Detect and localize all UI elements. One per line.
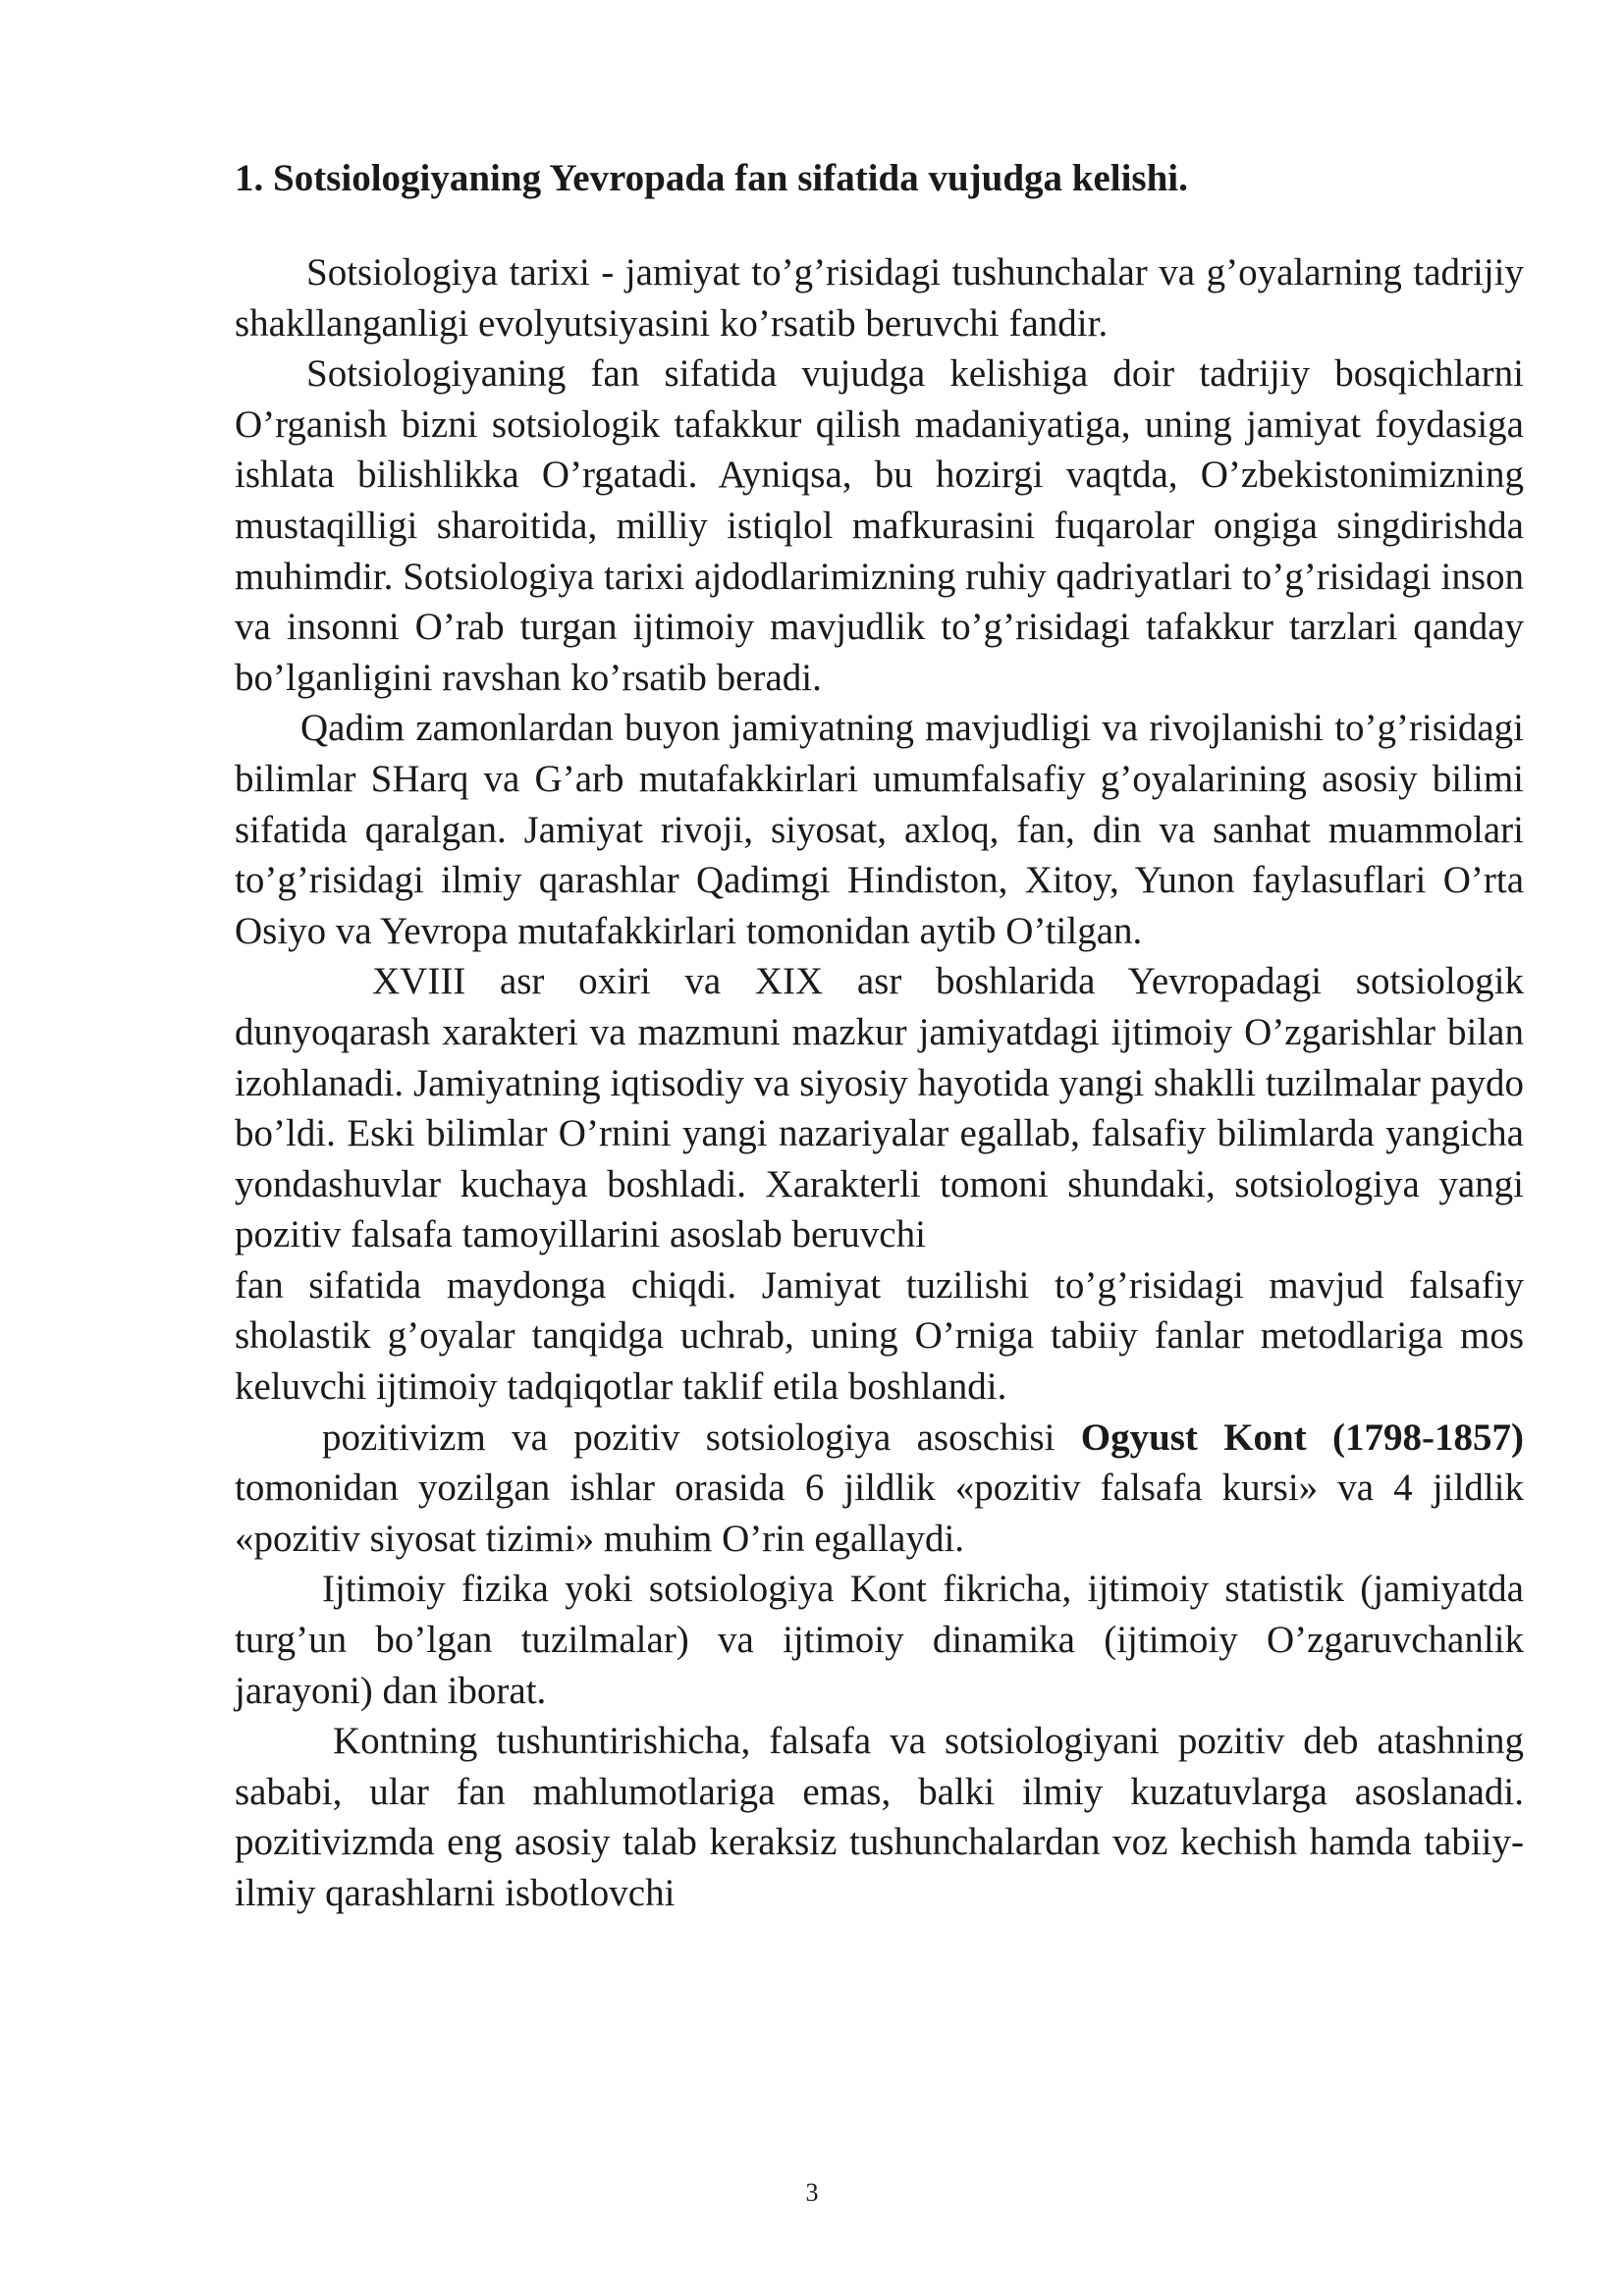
section-heading: 1. Sotsiologiyaning Yevropada fan sifatida vujudga kelishi.	[235, 157, 1188, 199]
paragraph-6-start: pozitivizm va pozitiv sotsiologiya asoschisi	[322, 1415, 1081, 1459]
paragraph-3: Qadim zamonlardan buyon jamiyatning mavjudligi va rivojlanishi to’g’risidagi bilimlar SHarq va G’arb mutafakkirlari umumfalsafiy g’oyalarining asosiy bilimi sifatida qaralgan. Jamiyat rivoji, siyosat, axloq, fan, din va sanhat muammolari to’g’risidagi ilmiy qarashlar Qadimgi Hindiston, Xitoy, Yunon faylasuflari O’rta Osiyo va Yevropa mutafakkirlari tomonidan aytib O’tilgan.	[235, 707, 1524, 952]
paragraph-8: Kontning tushuntirishicha, falsafa va sotsiologiyani pozitiv deb atashning sababi, ular fan mahlumotlariga emas, balki ilmiy kuzatuvlarga asoslanadi. pozitivizmda eng asosiy talab keraksiz tushunchalardan voz kechish hamda tabiiy-ilmiy qarashlarni isbotlovchi	[235, 1720, 1524, 1914]
page-number: 3	[805, 2178, 819, 2207]
paragraph-2: Sotsiologiyaning fan sifatida vujudga kelishiga doir tadrijiy bosqichlarni O’rganish bizni sotsiologik tafakkur qilish madaniyatiga, uning jamiyat foydasiga ishlata bilishlikka O’rgatadi. Ayniqsa, bu hozirgi vaqtda, O’zbekistonimizning mustaqilligi sharoitida, milliy istiqlol mafkurasini fuqarolar ongiga singdirishda muhimdir. Sotsiologiya tarixi ajdodlarimizning ruhiy qadriyatlari to’g’risidagi inson va insonni O’rab turgan ijtimoiy mavjudlik to’g’risidagi tafakkur tarzlari qanday bo’lganligini ravshan ko’rsatib beradi.	[235, 352, 1524, 699]
paragraph-5: fan sifatida maydonga chiqdi. Jamiyat tuzilishi to’g’risidagi mavjud falsafiy sholastik g’oyalar tanqidga uchrab, uning O’rniga tabiiy fanlar metodlariga mos keluvchi ijtimoiy tadqiqotlar taklif etila boshlandi.	[235, 1263, 1524, 1409]
paragraph-7: Ijtimoiy fizika yoki sotsiologiya Kont fikricha, ijtimoiy statistik (jamiyatda turg’un bo’lgan tuzilmalar) va ijtimoiy dinamika (ijtimoiy O’zgaruvchanlik jarayoni) dan iborat.	[235, 1568, 1524, 1712]
page-content	[235, 155, 1524, 1919]
paragraph-6	[235, 1413, 1524, 1565]
paragraph-4: XVIII asr oxiri va XIX asr boshlarida Yevropadagi sotsiologik dunyoqarash xarakteri va mazmuni mazkur jamiyatdagi ijtimoiy O’zgarishlar bilan izohlanadi. Jamiyatning iqtisodiy va siyosiy hayotida yangi shaklli tuzilmalar paydo bo’ldi. Eski bilimlar O’rnini yangi nazariyalar egallab, falsafiy bilimlarda yangicha yondashuvlar kuchaya boshladi. Xarakterli tomoni shundaki, sotsiologiya yangi pozitiv falsafa tamoyillarini asoslab beruvchi	[235, 960, 1524, 1256]
paragraph-6-end: tomonidan yozilgan ishlar orasida 6 jildlik «pozitiv falsafa kursi» va 4 jildlik «pozitiv siyosat tizimi» muhim O’rin egallaydi.	[235, 1467, 1524, 1560]
author-name-dates: Ogyust Kont (1798-1857)	[1080, 1415, 1524, 1459]
paragraph-1: Sotsiologiya tarixi - jamiyat to’g’risidagi tushunchalar va g’oyalarning tadrijiy shakllanganligi evolyutsiyasini ko’rsatib beruvchi fandir.	[235, 251, 1524, 345]
